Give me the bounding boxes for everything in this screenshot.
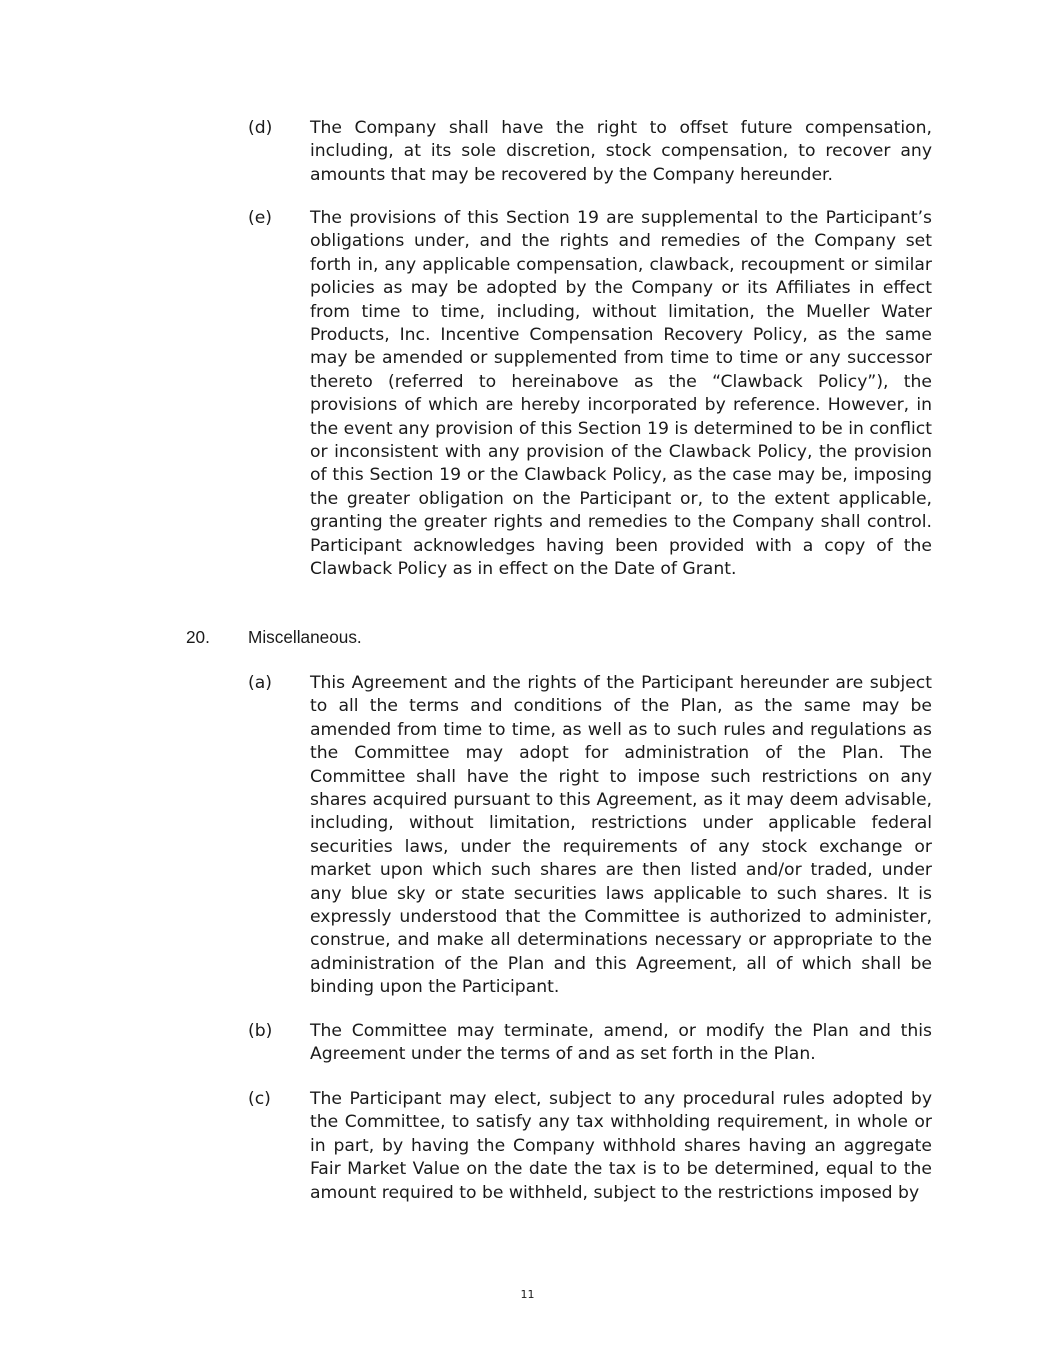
page-number: 11 <box>520 1288 535 1301</box>
clause-label: (a) <box>248 673 272 693</box>
clause-label: (d) <box>248 118 273 138</box>
clause-20-a <box>248 672 932 1000</box>
clause-text: The Committee may terminate, amend, or modify the Plan and this Agreement under the terms of and as set forth in the Plan. <box>310 1021 932 1065</box>
section-number: 20. <box>186 627 210 647</box>
clause-text: The Participant may elect, subject to any procedural rules adopted by the Committee, to satisfy any tax withholding requirement, in whole or in part, by having the Company withhold shares having an aggregate Fair Market Value on the date the tax is to be determined, equal to the amount required to be withheld, subject to the restrictions imposed by <box>310 1089 932 1203</box>
section-20-heading <box>186 626 362 649</box>
clause-text: This Agreement and the rights of the Participant hereunder are subject to all the terms and conditions of the Plan, as the same may be amended from time to time, as well as to such rules and regulations as the Committee may adopt for administration of the Plan. The Committee shall have the right to impose such restrictions on any shares acquired pursuant to this Agreement, as it may deem advisable, including, without limitation, restrictions under applicable federal securities laws, under the requirements of any stock exchange or market upon which such shares are then listed and/or traded, under any blue sky or state securities laws applicable to such shares. It is expressly understood that the Committee is authorized to administer, construe, and make all determinations necessary or appropriate to the administration of the Plan and this Agreement, all of which shall be binding upon the Participant. <box>310 673 932 998</box>
clause-text: The provisions of this Section 19 are supplemental to the Participant’s obligations under, and the rights and remedies of the Company set forth in, any applicable compensation, clawback, recoupment or similar policies as may be adopted by the Company or its Affiliates in effect from time to time, including, without limitation, the Mueller Water Products, Inc. Incentive Compensation Recovery Policy, as the same may be amended or supplemented from time to time or any successor thereto (referred to hereinabove as the “Clawback Policy”), the provisions of which are hereby incorporated by reference. However, in the event any provision of this Section 19 is determined to be in conflict or inconsistent with any provision of the Clawback Policy, the provision of this Section 19 or the Clawback Policy, as the case may be, imposing the greater obligation on the Participant or, to the extent applicable, granting the greater rights and remedies to the Company shall control. Participant acknowledges having been provided with a copy of the Clawback Policy as in effect on the Date of Grant. <box>310 208 932 580</box>
clause-label: (b) <box>248 1021 273 1041</box>
clause-20-c <box>248 1088 932 1205</box>
clause-text: The Company shall have the right to offset future compensation, including, at its sole discretion, stock compensation, to recover any amounts that may be recovered by the Company hereunder. <box>310 118 932 185</box>
clause-20-b <box>248 1020 932 1067</box>
clause-label: (e) <box>248 208 272 228</box>
clause-19-e <box>248 207 932 582</box>
clause-19-d <box>248 117 932 187</box>
section-title: Miscellaneous. <box>248 627 362 647</box>
clause-label: (c) <box>248 1089 271 1109</box>
